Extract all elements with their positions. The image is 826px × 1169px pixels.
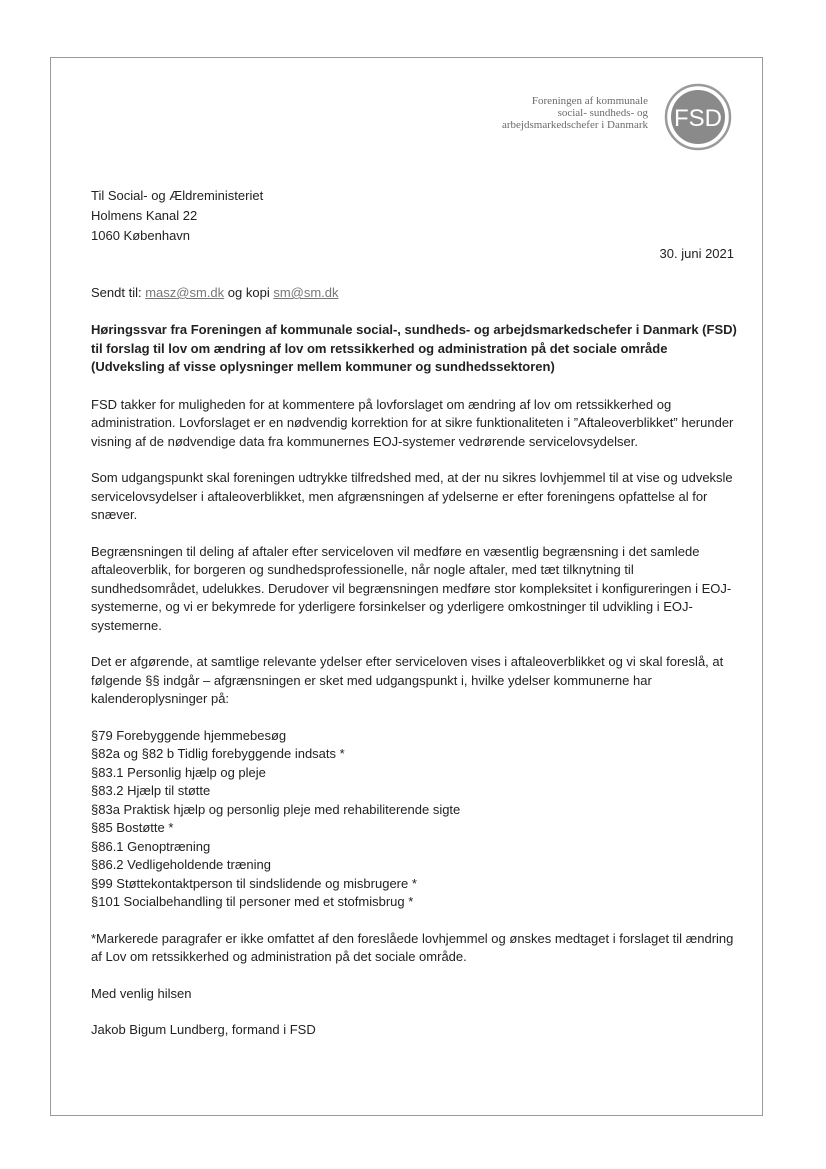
list-item: §85 Bostøtte * xyxy=(91,820,174,835)
fsd-logo-icon xyxy=(664,83,732,151)
paragraph-2: Som udgangspunkt skal foreningen udtrykke tilfredshed med, at der nu sikres lovhjemmel til at vise og udveksle servicelovsydelser i aftaleoverblikket, men afgrænsningen af ydelserne er efter foreningens opfattelse al for snæver. xyxy=(91,470,733,522)
section-list xyxy=(91,727,742,912)
recipient-address xyxy=(91,186,263,246)
org-line-1: Foreningen af kommunale xyxy=(531,95,648,107)
paragraph-3: Begrænsningen til deling af aftaler efter serviceloven vil medføre en væsentlig begrænsning i det samlede aftaleoverblik, for borgeren og sundhedsprofessionelle, når nogle aftaler, med tæt tilknytning til sundhedsområdet, udelukkes. Derudover vil begrænsningen medføre stor kompleksitet i konfigureringen i EOJ-systemerne, og vi er bekymrede for yderligere forsinkelser og yderligere omkostninger til udvikling i EOJ-systemerne. xyxy=(91,543,732,633)
recipient-line-2: Holmens Kanal 22 xyxy=(91,208,198,223)
list-item: §101 Socialbehandling til personer med et stofmisbrug * xyxy=(91,894,414,909)
email-link-copy[interactable]: sm@sm.dk xyxy=(273,285,339,300)
sent-label: Sendt til: xyxy=(91,285,142,300)
paragraph-4: Det er afgørende, at samtlige relevante ydelser efter serviceloven vises i aftaleoverblikket og vi skal foreslå, at følgende §§ indgår – afgrænsningen er sket med udgangspunkt i, hvilke ydelser kommunerne har kalenderoplysninger på: xyxy=(91,654,724,706)
recipient-line-3: 1060 København xyxy=(91,228,191,243)
list-item: §86.1 Genoptræning xyxy=(91,838,211,854)
closing-greeting: Med venlig hilsen xyxy=(91,985,192,1001)
email-link-primary[interactable]: masz@sm.dk xyxy=(145,285,225,300)
list-item: §79 Forebyggende hjemmebesøg xyxy=(91,727,287,743)
footnote: *Markerede paragrafer er ikke omfattet af den foreslåede lovhjemmel og ønskes medtaget i forslaget til ændring af Lov om retssikkerhed og administration på det sociale område. xyxy=(91,930,734,964)
recipient-line-1: Til Social- og Ældreministeriet xyxy=(91,188,264,203)
list-item: §86.2 Vedligeholdende træning xyxy=(91,857,271,872)
letter-date: 30. juni 2021 xyxy=(659,246,734,261)
paragraph-1: FSD takker for muligheden for at kommentere på lovforslaget om ændring af lov om retssikkerhed og administration. Lovforslaget er en nødvendig korrektion for at sikre funktionaliteten i ”Aftaleoverblikket” herunder visning af de nødvendige data fra kommunernes EOJ-systemer vedrørende servicelovsydelser. xyxy=(91,396,734,449)
list-item: §83a Praktisk hjælp og personlig pleje med rehabiliterende sigte xyxy=(91,801,461,817)
org-line-2: social- sundheds- og xyxy=(557,107,648,119)
sent-joiner: og kopi xyxy=(227,285,270,300)
org-line-3: arbejdsmarkedschefer i Danmark xyxy=(502,119,648,131)
sent-to-line xyxy=(91,285,339,300)
list-item: §83.1 Personlig hjælp og pleje xyxy=(91,764,266,780)
letter-subject: Høringssvar fra Foreningen af kommunale social-, sundheds- og arbejdsmarkedschefer i Danmark (FSD) til forslag til lov om ændring af lov om retssikkerhed og administration på det sociale område (Udveksling af visse oplysninger mellem kommuner og sundhedssektoren) xyxy=(91,322,737,374)
organization-name xyxy=(388,95,648,131)
list-item: §82a og §82 b Tidlig forebyggende indsats * xyxy=(91,746,345,761)
list-item: §83.2 Hjælp til støtte xyxy=(91,783,211,798)
signature: Jakob Bigum Lundberg, formand i FSD xyxy=(91,1022,316,1037)
list-item: §99 Støttekontaktperson til sindslidende og misbrugere * xyxy=(91,875,417,891)
logo-text: FSD xyxy=(674,105,722,132)
letter-body xyxy=(91,321,742,1040)
